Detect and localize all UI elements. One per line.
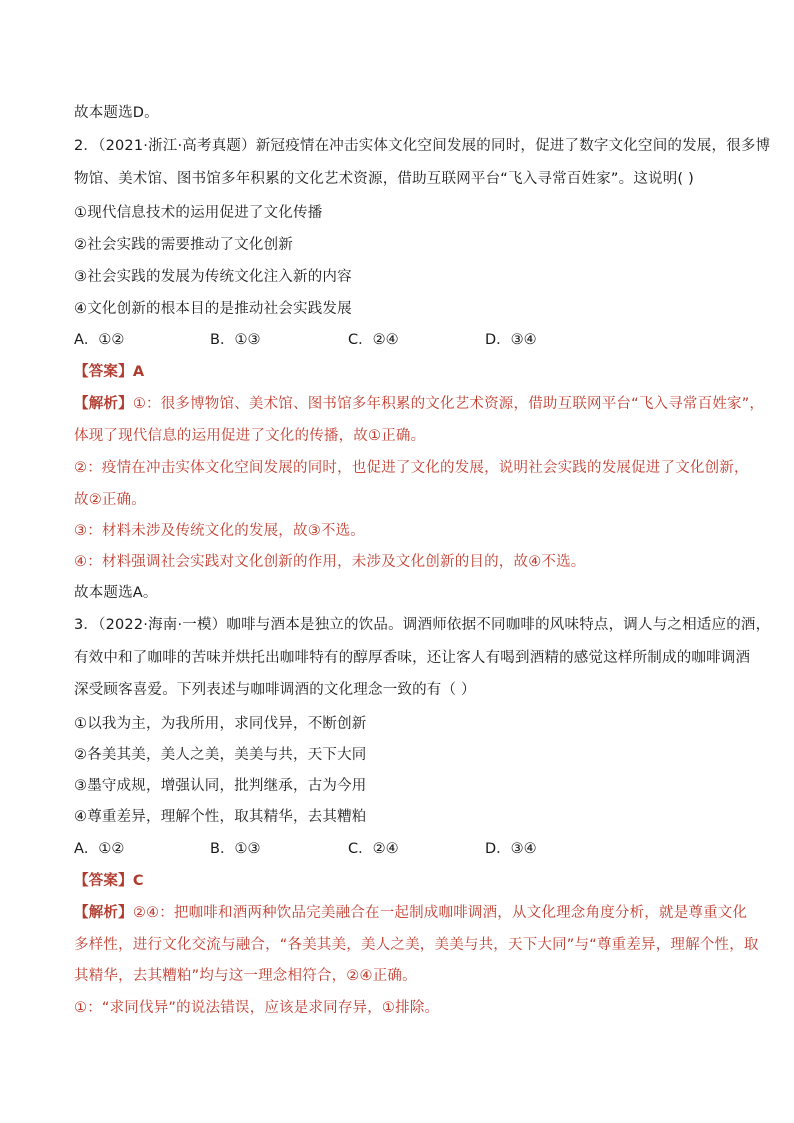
- q3-analysis-line1: 【解析】②④：把咖啡和酒两种饮品完美融合在一起制成咖啡调酒，从文化理念角度分析，就是尊重文化: [74, 905, 748, 921]
- q3-option-a: A．①②: [74, 841, 125, 857]
- q2-statement-2: ②社会实践的需要推动了文化创新: [74, 237, 293, 253]
- q3-statement-2: ②各美其美，美人之美，美美与共，天下大同: [74, 747, 367, 763]
- analysis-tag: 【解析】: [74, 905, 133, 921]
- q3-analysis-line3: 其精华，去其糟粕”均与这一理念相符合，②④正确。: [74, 968, 417, 984]
- q3-statement-3: ③墨守成规，增强认同，批判继承，古为今用: [74, 778, 367, 794]
- q3-option-d: D．③④: [485, 841, 537, 857]
- q2-stem-line1: 2．（2021·浙江·高考真题）新冠疫情在冲击实体文化空间发展的同时，促进了数字文化空间的发展，很多博: [74, 138, 771, 154]
- q3-analysis-line2: 多样性，进行文化交流与融合，“各美其美，美人之美，美美与共，天下大同”与“尊重差异，理解个性，取: [74, 937, 759, 953]
- q2-analysis-line2: 体现了现代信息的运用促进了文化的传播，故①正确。: [74, 428, 426, 444]
- q2-statement-1: ①现代信息技术的运用促进了文化传播: [74, 205, 323, 221]
- q3-stem-line3: 深受顾客喜爱。下列表述与咖啡调酒的文化理念一致的有（ ）: [74, 682, 476, 698]
- q2-answer-value: A: [132, 364, 145, 380]
- q2-option-a: A．①②: [74, 332, 125, 348]
- q3-option-b: B．①③: [210, 841, 261, 857]
- q3-stem-line1: 3．（2022·海南·一模）咖啡与酒本是独立的饮品。调酒师依据不同咖啡的风味特点，调人与之相适应的酒，: [74, 617, 771, 633]
- q1-conclusion: 故本题选D。: [74, 105, 159, 121]
- q3-statement-4: ④尊重差异，理解个性，取其精华，去其糟粕: [74, 809, 367, 825]
- q2-statement-4: ④文化创新的根本目的是推动社会实践发展: [74, 301, 352, 317]
- q2-analysis-line4: 故②正确。: [74, 492, 146, 508]
- q2-analysis-line3: ②：疫情在冲击实体文化空间发展的同时，也促进了文化的发展，说明社会实践的发展促进了文化创新，: [74, 460, 749, 476]
- q2-option-d: D．③④: [485, 332, 537, 348]
- q2-analysis-line1: 【解析】①：很多博物馆、美术馆、图书馆多年积累的文化艺术资源，借助互联网平台“飞入寻常百姓家”，: [74, 396, 765, 412]
- answer-tag: 【答案】: [74, 364, 133, 380]
- q2-option-b: B．①③: [210, 332, 261, 348]
- q3-answer: [74, 871, 144, 891]
- q3-stem-line2: 有效中和了咖啡的苦味并烘托出咖啡特有的醇厚香味，还让客人有喝到酒精的感觉这样所制成的咖啡调酒: [74, 650, 751, 666]
- analysis-tag: 【解析】: [74, 396, 133, 412]
- q2-statement-3: ③社会实践的发展为传统文化注入新的内容: [74, 269, 352, 285]
- q2-stem-line2: 物馆、美术馆、图书馆多年积累的文化艺术资源，借助互联网平台“飞入寻常百姓家”。这说明( ): [74, 171, 694, 187]
- q2-answer: [74, 362, 144, 382]
- q3-answer-value: C: [132, 873, 144, 889]
- q3-analysis-line4: ①：“求同伐异”的说法错误，应该是求同存异，①排除。: [74, 1000, 440, 1016]
- answer-tag: 【答案】: [74, 873, 133, 889]
- q2-option-c: C．②④: [348, 332, 399, 348]
- q2-analysis-line5: ③：材料未涉及传统文化的发展，故③不选。: [74, 523, 365, 539]
- q2-conclusion: 故本题选A。: [74, 585, 158, 601]
- q2-analysis-line6: ④：材料强调社会实践对文化创新的作用，未涉及文化创新的目的，故④不选。: [74, 554, 586, 570]
- q3-statement-1: ①以我为主，为我所用，求同伐异，不断创新: [74, 716, 367, 732]
- q3-option-c: C．②④: [348, 841, 399, 857]
